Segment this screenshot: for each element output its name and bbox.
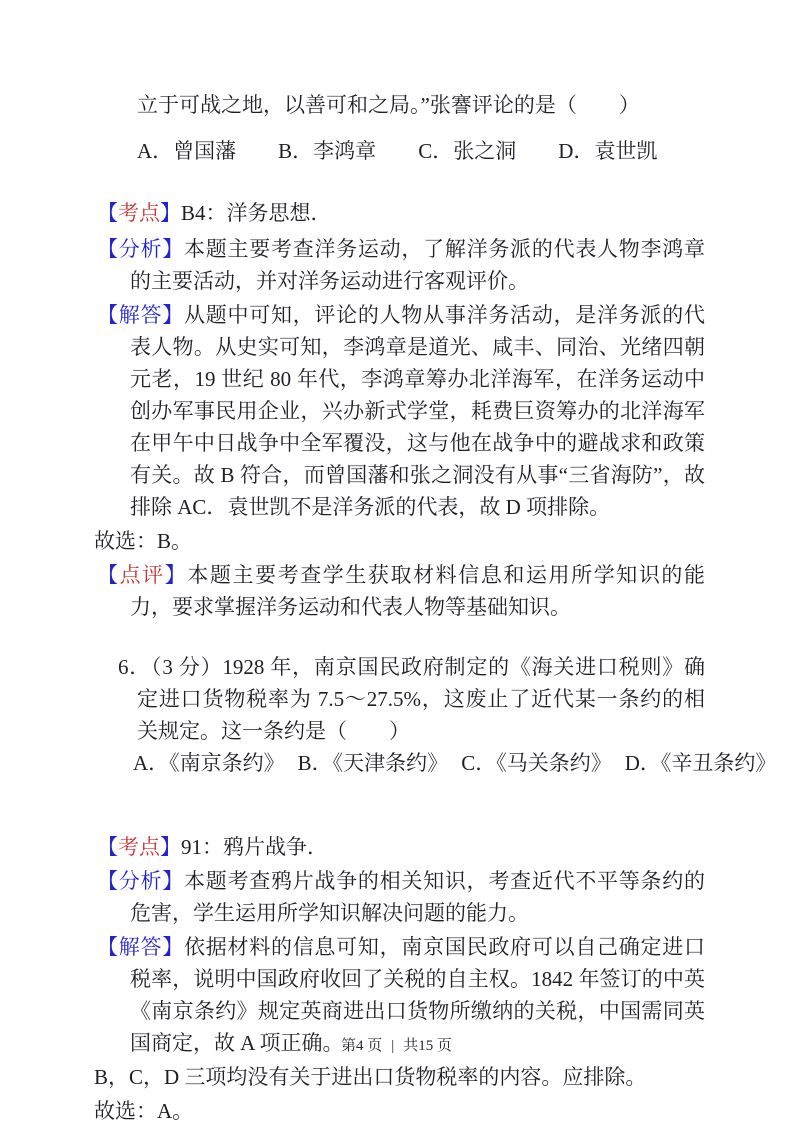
bracket-close: 】 <box>162 869 184 893</box>
q6-jieda-text: 依据材料的信息可知，南京国民政府可以自己确定进口税率，说明中国政府收回了关税的自主权。1842 年签订的中英《南京条约》规定英商进出口货物所缴纳的关税，中国需同英国商定，故 A 项正确。 <box>130 935 706 1055</box>
footer-separator: | <box>391 1038 395 1054</box>
bracket-open: 【 <box>97 237 119 261</box>
fenxi-tag <box>97 237 184 261</box>
bracket-close: 】 <box>162 935 184 959</box>
q5-option-a: A．曾国藩 <box>137 139 237 163</box>
q5-dianping-paragraph <box>97 559 706 623</box>
jieda-label: 解答 <box>118 935 163 959</box>
q6-option-c: C．《马关条约》 <box>461 751 612 775</box>
q5-dianping-text: 本题主要考查学生获取材料信息和运用所学知识的能力，要求掌握洋务运动和代表人物等基础知识。 <box>130 563 706 619</box>
bracket-close: 】 <box>160 201 181 225</box>
q5-jieda-text: 从题中可知，评论的人物从事洋务活动，是洋务派的代表人物。从史实可知，李鸿章是道光、咸丰、同治、光绪四朝元老，19 世纪 80 年代，李鸿章筹办北洋海军，在洋务运动中创办军事民用企业，兴办新式学堂，耗费巨资筹办的北洋海军在甲午中日战争中全军覆没，这与他在战争中的避战求和政策有关。故 B 符合，而曾国藩和张之洞没有从事“三省海防”，故排除 AC．袁世凯不是洋务派的代表，故 D 项排除。 <box>130 303 706 519</box>
q6-option-b: B．《天津条约》 <box>297 751 449 775</box>
q6-fenxi-text: 本题考查鸦片战争的相关知识，考查近代不平等条约的危害，学生运用所学知识解决问题的能力。 <box>130 869 706 925</box>
q5-options-row <box>137 135 705 167</box>
q6-score: （3 分） <box>151 655 223 679</box>
bracket-close: 】 <box>164 563 188 587</box>
q5-kaodian-text: B4：洋务思想． <box>181 201 332 225</box>
page-footer <box>0 1036 793 1056</box>
bracket-open: 【 <box>97 563 120 587</box>
bracket-close: 】 <box>162 303 184 327</box>
bracket-open: 【 <box>97 935 119 959</box>
kaodian-tag <box>97 201 181 225</box>
jieda-tag <box>97 303 184 327</box>
jieda-tag <box>97 935 184 959</box>
dianping-label: 点评 <box>119 563 165 587</box>
q6-option-a: A．《南京条约》 <box>133 751 285 775</box>
jieda-label: 解答 <box>118 303 163 327</box>
q5-option-c: C．张之洞 <box>418 139 517 163</box>
bracket-close: 】 <box>162 237 184 261</box>
bracket-open: 【 <box>97 303 119 327</box>
q6-kaodian-paragraph <box>97 831 705 863</box>
q6-fenxi-paragraph <box>97 865 706 929</box>
q6-stem-paragraph <box>118 651 706 747</box>
bracket-open: 【 <box>97 835 118 859</box>
dianping-tag <box>97 563 187 587</box>
kaodian-label: 考点 <box>118 835 160 859</box>
fenxi-label: 分析 <box>118 869 163 893</box>
q6-exclusion-line: B，C，D 三项均没有关于进出口货物税率的内容。应排除。 <box>94 1065 647 1089</box>
kaodian-label: 考点 <box>118 201 160 225</box>
footer-total-pages: 共15 页 <box>403 1038 453 1054</box>
q6-stem-text: 1928 年，南京国民政府制定的《海关进口税则》确定进口货物税率为 7.5～27.5%，这废止了近代某一条约的相关规定。这一条约是（ ） <box>137 655 706 743</box>
q5-option-b: B．李鸿章 <box>278 139 377 163</box>
footer-page-number: 第4 页 <box>340 1038 383 1054</box>
q5-kaodian-paragraph <box>97 197 705 229</box>
q5-fenxi-text: 本题主要考查洋务运动，了解洋务派的代表人物李鸿章的主要活动，并对洋务运动进行客观评价。 <box>130 237 706 293</box>
bracket-open: 【 <box>97 869 119 893</box>
q5-jieda-paragraph <box>97 299 706 523</box>
bracket-close: 】 <box>160 835 181 859</box>
q5-answer-line: 故选：B。 <box>94 529 193 553</box>
q6-kaodian-text: 91：鸦片战争． <box>181 835 328 859</box>
bracket-open: 【 <box>97 201 118 225</box>
q5-stem-continuation: 立于可战之地，以善可和之局。”张謇评论的是（ ） <box>137 93 640 117</box>
q6-number: 6． <box>118 655 152 679</box>
fenxi-label: 分析 <box>118 237 163 261</box>
q6-answer-line: 故选：A。 <box>94 1099 194 1122</box>
q6-options-row <box>133 747 777 779</box>
q5-option-d: D．袁世凯 <box>558 139 658 163</box>
q5-fenxi-paragraph <box>97 233 706 297</box>
kaodian-tag <box>97 835 181 859</box>
fenxi-tag <box>97 869 184 893</box>
q6-option-d: D．《辛丑条约》 <box>624 751 777 775</box>
